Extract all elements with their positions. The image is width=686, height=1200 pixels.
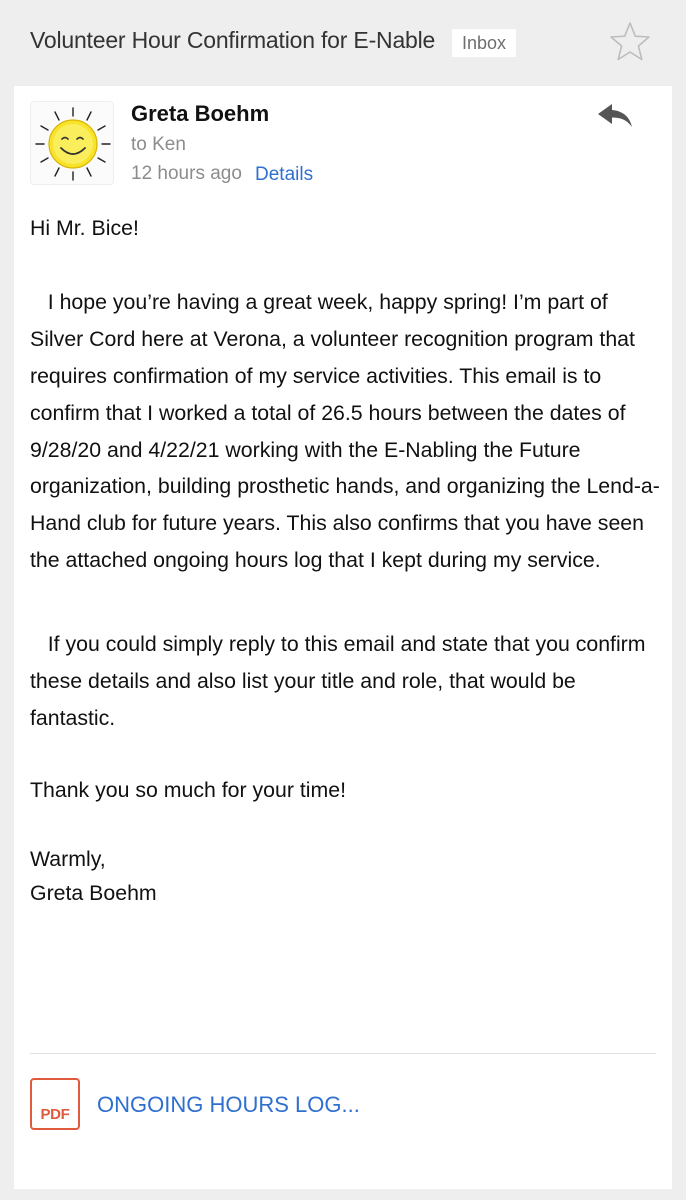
reply-arrow-icon[interactable]: [594, 98, 638, 134]
body-paragraph: I hope you’re having a great week, happy spring! I’m part of Silver Cord here at Verona, a volunteer recognition program that requires confirmation of my service activities. This email is to confirm that I worked a total of 26.5 hours between the dates of 9/28/20 and 4/22/21 working with the E-Nabling the Future organization, building prosthetic hands, and organizing the Lend-a-Hand club for future years. This also confirms that you have seen the attached ongoing hours log that I kept during my service.: [30, 289, 660, 573]
star-icon[interactable]: [608, 20, 652, 62]
greeting: Hi Mr. Bice!: [30, 216, 139, 240]
subject-bar: [0, 0, 686, 86]
attachment-name[interactable]: ONGOING HOURS LOG...: [97, 1092, 360, 1117]
closing-line: Warmly,: [30, 846, 106, 871]
details-link[interactable]: Details: [255, 164, 314, 185]
message-timestamp: 12 hours ago: [131, 163, 242, 184]
pdf-file-icon: [30, 1078, 80, 1130]
attachment-divider: [30, 1053, 656, 1054]
inbox-label-chip[interactable]: Inbox: [452, 29, 516, 57]
sender-name[interactable]: Greta Boehm: [131, 101, 270, 126]
email-subject: Volunteer Hour Confirmation for E-Nable: [30, 27, 436, 53]
sun-avatar-icon[interactable]: [30, 101, 114, 185]
thanks-line: Thank you so much for your time!: [30, 777, 347, 802]
pdf-icon-label: PDF: [40, 1106, 70, 1123]
recipient-line: to Ken: [131, 134, 186, 155]
message-body: [30, 210, 660, 910]
attachment-item[interactable]: [30, 1077, 450, 1137]
body-paragraph: If you could simply reply to this email and state that you confirm these details and also list your title and role, that would be fantastic.: [30, 632, 646, 730]
signature: Greta Boehm: [30, 880, 157, 905]
message-card: [14, 86, 672, 1189]
